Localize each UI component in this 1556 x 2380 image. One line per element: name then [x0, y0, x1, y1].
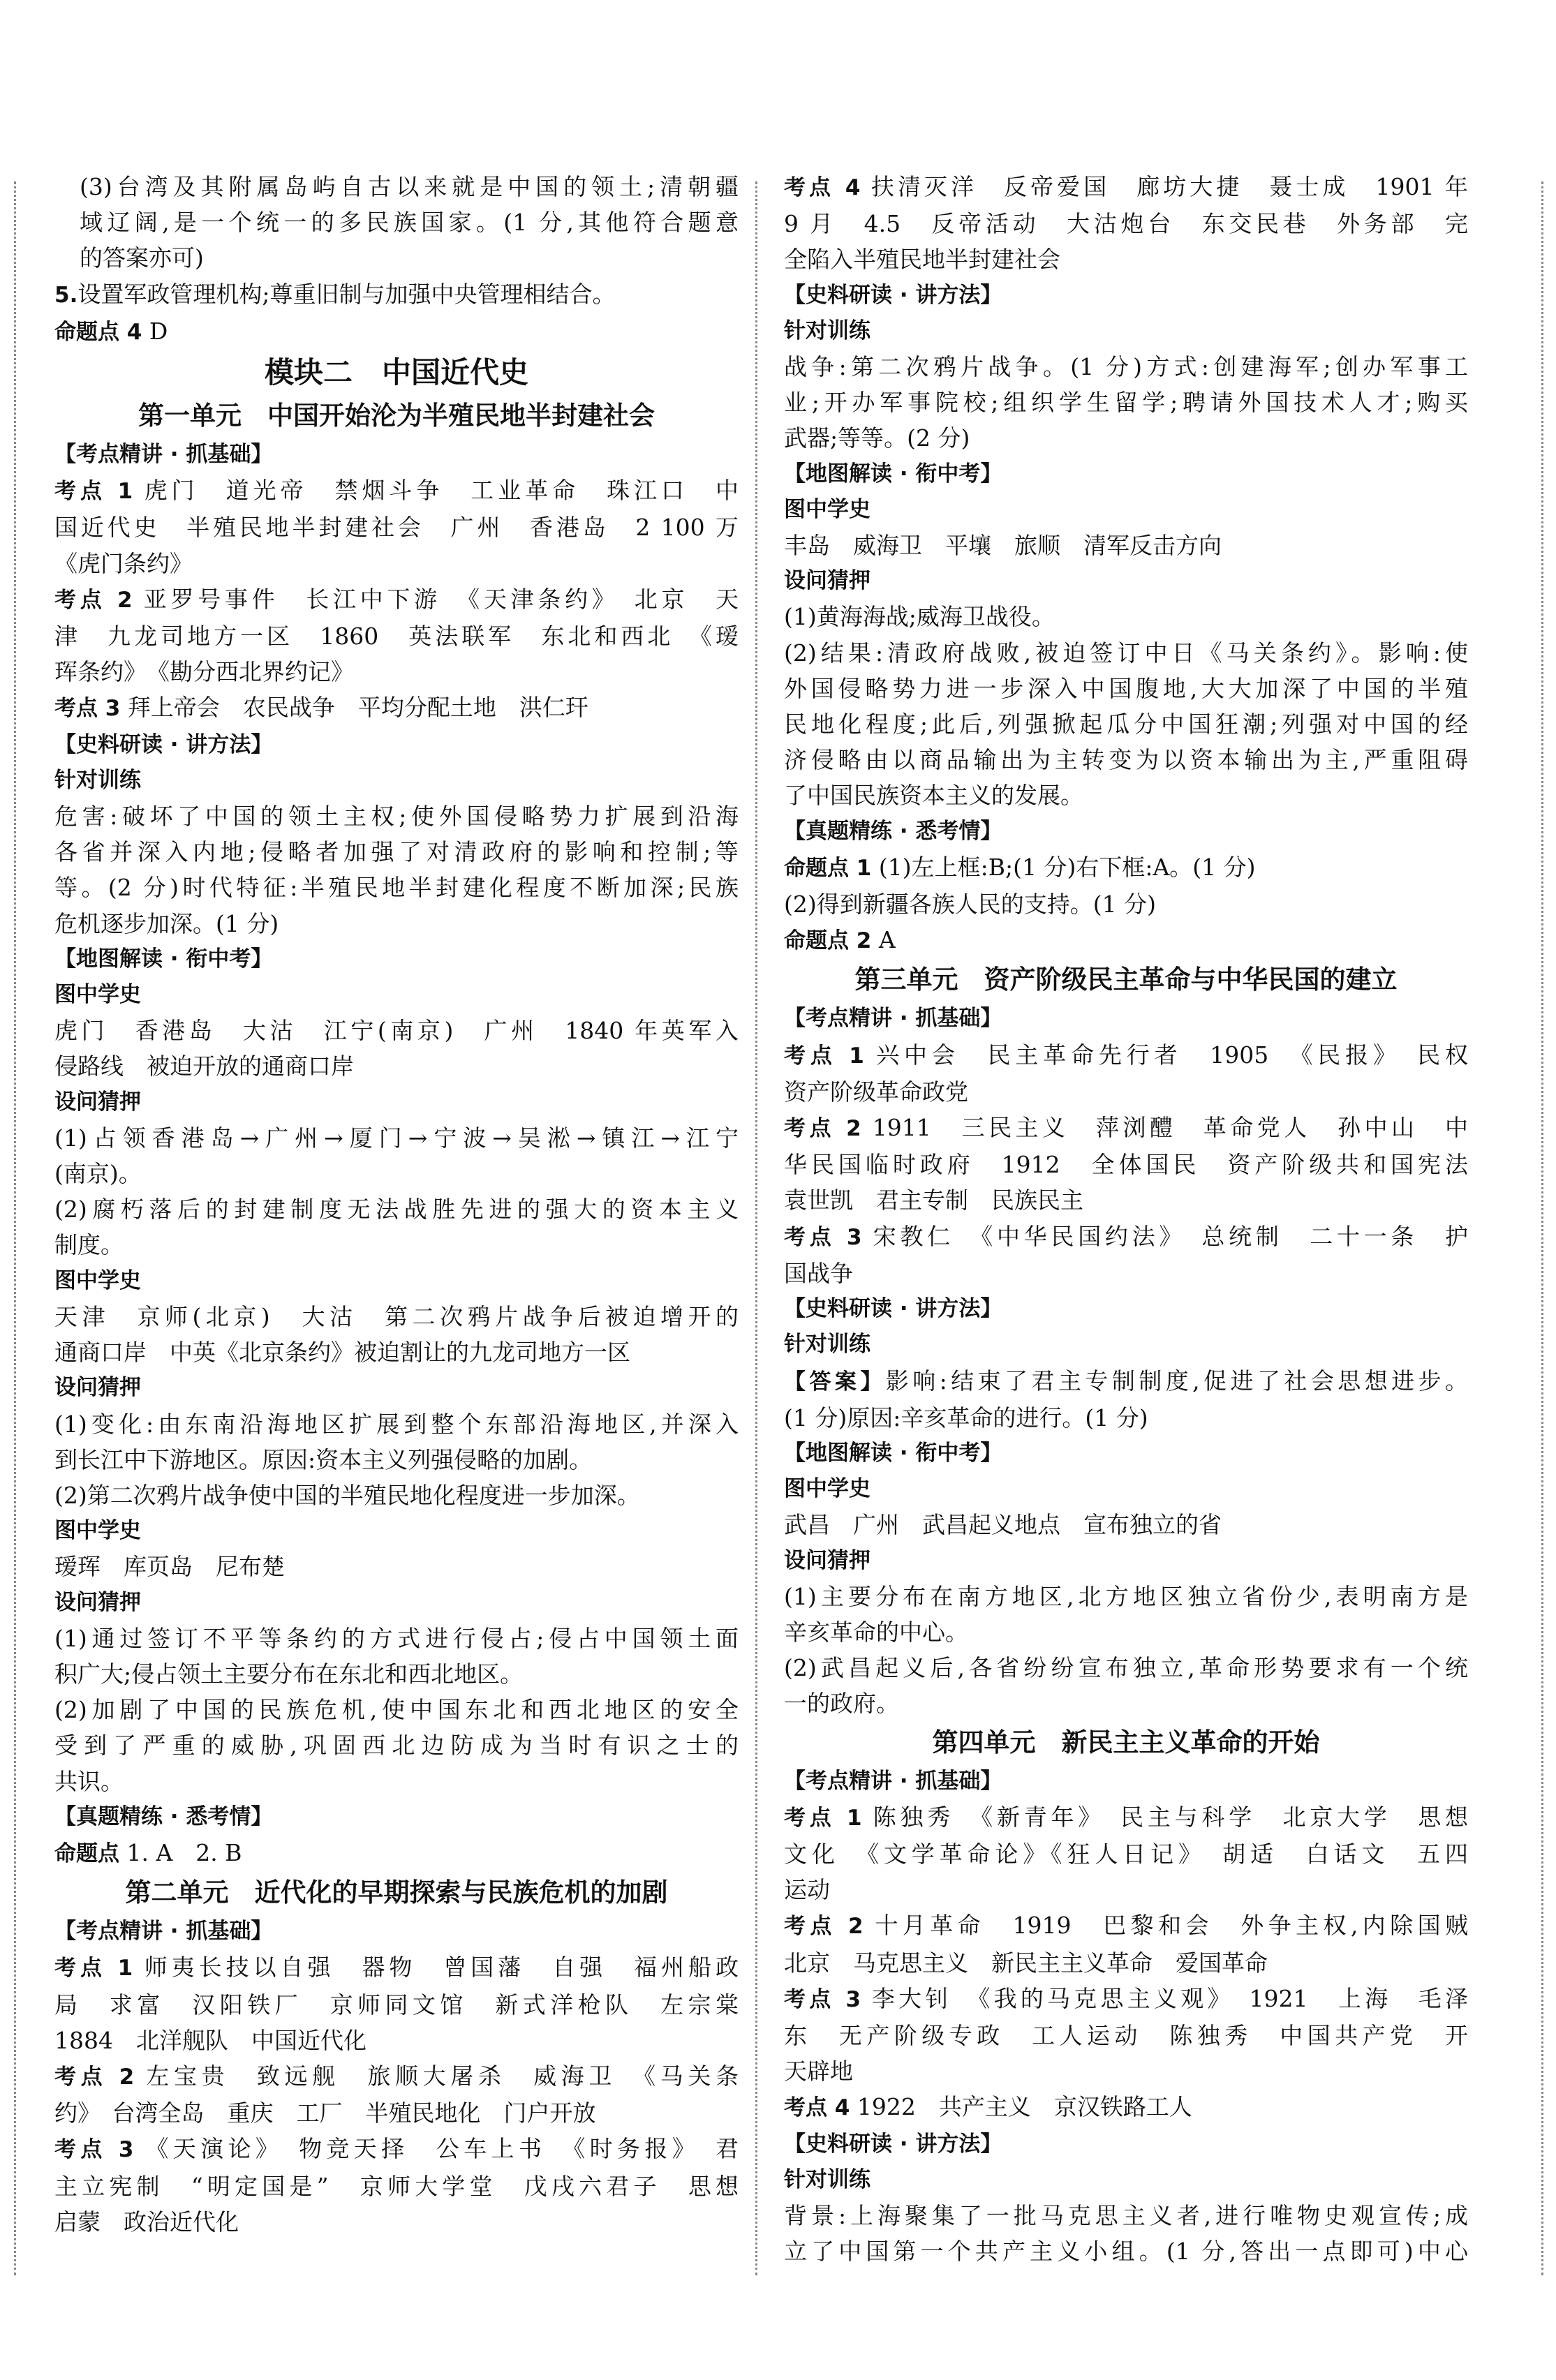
- text-line: 北京 马克思主义 新民主主义革命 爱国革命: [784, 1949, 1268, 1977]
- point-label: 命题点: [54, 1840, 119, 1866]
- point-label: 考点 4: [784, 175, 861, 200]
- text-line: 到长江中下游地区。原因:资本主义列强侵略的加剧。: [54, 1445, 593, 1473]
- text-line: 了中国民族资本主义的发展。: [784, 782, 1083, 810]
- answer-point-line: [784, 2089, 1468, 2126]
- text-line: 制度。: [54, 1231, 124, 1259]
- text-line: 《虎门条约》: [54, 549, 193, 577]
- text-line: 津 九龙司地方一区 1860 英法联军 东北和西北 《瑷: [54, 623, 739, 650]
- text-line: (2)结果:清政府战败,被迫签订中日《马关条约》。影响:使: [784, 639, 1468, 667]
- point-content: 《天演论》 物竞天择 公车上书 《时务报》 君: [133, 2135, 739, 2163]
- right-column: [784, 169, 1468, 2269]
- subsection-label: 设问猜押: [784, 568, 870, 594]
- point-label: 考点 3: [54, 2137, 134, 2163]
- point-label: 考点 1: [54, 1956, 133, 1981]
- text-line: 9 月 4.5 反帝活动 大沽炮台 东交民巷 外务部 完: [784, 210, 1468, 238]
- text-line: 业;开办军事院校;组织学生留学;聘请外国技术人才;购买: [784, 389, 1468, 417]
- text-line: 等。(2 分)时代特征:半殖民地半封建化程度不断加深;民族: [54, 874, 739, 902]
- answer-point-line: [784, 1799, 1468, 1836]
- point-content: 设置军政管理机构;尊重旧制与加强中央管理相结合。: [77, 280, 616, 308]
- text-line: 丰岛 威海卫 平壤 旅顺 清军反击方向: [784, 532, 1222, 560]
- text-line: 主立宪制 “明定国是” 京师大学堂 戊戌六君子 思想: [54, 2172, 739, 2200]
- answer-line: 域辽阔,是一个统一的多民族国家。(1 分,其他符合题意: [80, 209, 739, 237]
- answer-point-line: [54, 473, 739, 510]
- text-line: 通商口岸 中英《北京条约》被迫割让的九龙司地方一区: [54, 1339, 630, 1367]
- answer-point-line: [784, 169, 1468, 206]
- subsection-label: 设问猜押: [54, 1589, 141, 1615]
- text-line: 约》 台湾全岛 重庆 工厂 半殖民地化 门户开放: [54, 2099, 596, 2127]
- point-label: 考点 2: [54, 587, 133, 613]
- text-line: 武器;等等。(2 分): [784, 424, 970, 452]
- answer-point-line: [784, 1219, 1468, 1256]
- text-line: (2)第二次鸦片战争使中国的半殖民地化程度进一步加深。: [54, 1481, 640, 1509]
- text-line: 侵路线 被迫开放的通商口岸: [54, 1053, 354, 1080]
- text-line: 启蒙 政治近代化: [54, 2208, 239, 2236]
- point-label: 考点 2: [784, 1116, 861, 1142]
- answer-point-line: [54, 1835, 739, 1872]
- section-header: 【地图解读 · 衔中考】: [784, 1440, 1002, 1466]
- text-line: (2)得到新疆各族人民的支持。(1 分): [784, 891, 1156, 918]
- point-content: 师夷长技以自强 器物 曾国藩 自强 福州船政: [133, 1954, 739, 1981]
- text-line: 一的政府。: [784, 1690, 899, 1718]
- point-content: 陈独秀 《新青年》 民主与科学 北京大学 思想: [861, 1803, 1468, 1831]
- text-line: (2)武昌起义后,各省纷纷宣布独立,革命形势要求有一个统: [784, 1654, 1468, 1682]
- point-label: 考点 2: [784, 1914, 864, 1940]
- text-line: 外国侵略势力进一步深入中国腹地,大大加深了中国的半殖: [784, 674, 1468, 702]
- text-line: (2)腐朽落后的封建制度无法战胜先进的强大的资本主义: [54, 1196, 739, 1224]
- text-line: 国近代史 半殖民地半封建社会 广州 香港岛 2 100 万: [54, 514, 739, 542]
- text-line: (南京)。: [54, 1160, 142, 1188]
- unit-title: 第二单元 近代化的早期探索与民族危机的加剧: [125, 1877, 668, 1908]
- text-line: 华民国临时政府 1912 全体国民 资产阶级共和国宪法: [784, 1151, 1468, 1179]
- point-label: 命题点 2: [784, 928, 872, 954]
- unit-title: 第一单元 中国开始沦为半殖民地半封建社会: [138, 401, 655, 431]
- text-line: 珲条约》 《勘分西北界约记》: [54, 658, 354, 686]
- answer-point-line: [54, 1949, 739, 1986]
- answer-point-line: [54, 2131, 739, 2168]
- text-line: (1)变化:由东南沿海地区扩展到整个东部沿海地区,并深入: [54, 1410, 739, 1438]
- subsection-label: 图中学史: [54, 982, 141, 1008]
- text-line: 瑷珲 库页岛 尼布楚: [54, 1553, 285, 1581]
- text-line: 战争:第二次鸦片战争。(1 分)方式:创建海军;创办军事工: [784, 353, 1468, 381]
- point-content: 1911 三民主义 萍浏醴 革命党人 孙中山 中: [861, 1114, 1468, 1142]
- point-label: 考点 1: [54, 479, 133, 505]
- point-content: 1922 共产主义 京汉铁路工人: [850, 2093, 1192, 2121]
- point-label: 考点 3: [784, 1224, 862, 1250]
- text-line: 天津 京师(北京) 大沽 第二次鸦片战争后被迫增开的: [54, 1302, 739, 1330]
- text-line: 民地化程度;此后,列强掀起瓜分中国狂潮;列强对中国的经: [784, 711, 1468, 738]
- point-content: 左宝贵 致远舰 旅顺大屠杀 威海卫 《马关条: [134, 2062, 739, 2090]
- point-content: 1. A 2. B: [119, 1838, 242, 1866]
- answer-line: 的答案亦可): [80, 244, 204, 272]
- section-header: 【史料研读 · 讲方法】: [784, 1296, 1002, 1322]
- answer-point-line: [54, 2058, 739, 2095]
- module-title: 模块二 中国近代史: [264, 355, 528, 390]
- point-content: 扶清灭洋 反帝爱国 廊坊大捷 聂士成 1901 年: [860, 173, 1468, 200]
- point-content: 李大钊 《我的马克思主义观》 1921 上海 毛泽: [861, 1984, 1468, 2012]
- text-line: 局 求富 汉阳铁厂 京师同文馆 新式洋枪队 左宗棠: [54, 1991, 739, 2018]
- point-label: 考点 1: [784, 1805, 862, 1831]
- text-line: 袁世凯 君主专制 民族民主: [784, 1187, 1083, 1214]
- answer-point-line: [54, 313, 739, 350]
- unit-title: 第三单元 资产阶级民主革命与中华民国的建立: [854, 965, 1398, 995]
- subsection-label: 设问猜押: [784, 1547, 870, 1573]
- text-line: 背景:上海聚集了一批马克思主义者,进行唯物史观宣传;成: [784, 2201, 1468, 2229]
- point-content: 宋教仁 《中华民国约法》 总统制 二十一条 护: [861, 1222, 1468, 1250]
- text-line: 1884 北洋舰队 中国近代化: [54, 2026, 366, 2054]
- subsection-label: 设问猜押: [54, 1089, 141, 1115]
- point-label: 命题点 1: [784, 855, 872, 881]
- section-header: 【史料研读 · 讲方法】: [784, 282, 1002, 308]
- text-line: 立了中国第一个共产主义小组。(1 分,答出一点即可)中心: [784, 2238, 1468, 2266]
- text-line: 辛亥革命的中心。: [784, 1618, 968, 1646]
- text-line: (2)加剧了中国的民族危机,使中国东北和西北地区的安全: [54, 1696, 739, 1724]
- right-margin-dots: [1541, 181, 1543, 2275]
- section-header: 【考点精讲 · 抓基础】: [784, 1768, 1002, 1794]
- text-line: 全陷入半殖民地半封建社会: [784, 246, 1060, 274]
- point-content: A: [871, 926, 896, 954]
- section-header: 【考点精讲 · 抓基础】: [54, 442, 273, 468]
- answer-point-line: [784, 922, 1468, 959]
- point-label: 考点 2: [54, 2064, 135, 2090]
- section-header: 【考点精讲 · 抓基础】: [784, 1006, 1002, 1032]
- section-header: 【地图解读 · 衔中考】: [54, 946, 273, 972]
- section-header: 【真题精练 · 悉考情】: [54, 1803, 273, 1829]
- answer-point-line: [54, 276, 739, 313]
- section-header: 【史料研读 · 讲方法】: [784, 2131, 1002, 2157]
- point-content: D: [142, 317, 168, 345]
- subsection-label: 图中学史: [54, 1518, 141, 1544]
- subsection-label: 针对训练: [784, 318, 870, 343]
- point-label: 考点 4: [784, 2095, 850, 2121]
- subsection-label: 图中学史: [784, 496, 870, 522]
- point-content: (1)左上框:B;(1 分)右下框:A。(1 分): [871, 853, 1256, 881]
- point-content: 拜上帝会 农民战争 平均分配土地 洪仁玕: [120, 694, 588, 722]
- text-line: 天辟地: [784, 2058, 853, 2085]
- text-line: (1)主要分布在南方地区,北方地区独立省份少,表明南方是: [784, 1582, 1468, 1610]
- subsection-label: 针对训练: [784, 2166, 870, 2192]
- text-line: (1)占领香港岛→广州→厦门→宁波→吴淞→镇江→江宁: [54, 1124, 739, 1152]
- text-line: 东 无产阶级专政 工人运动 陈独秀 中国共产党 开: [784, 2021, 1468, 2049]
- text-line: 各省并深入内地;侵略者加强了对清政府的影响和控制;等: [54, 838, 739, 866]
- text-line: 资产阶级革命政党: [784, 1078, 968, 1106]
- point-content: 影响:结束了君主专制制度,促进了社会思想进步。: [885, 1367, 1468, 1394]
- point-label: 5.: [54, 282, 78, 308]
- text-line: 国战争: [784, 1259, 853, 1287]
- answer-point-line: [784, 1363, 1468, 1400]
- subsection-label: 图中学史: [54, 1267, 141, 1293]
- section-header: 【地图解读 · 衔中考】: [784, 461, 1002, 486]
- text-line: 虎门 香港岛 大沽 江宁(南京) 广州 1840 年英军入: [54, 1017, 739, 1045]
- point-content: 兴中会 民主革命先行者 1905 《民报》 民权: [864, 1041, 1468, 1069]
- answer-point-line: [784, 1907, 1468, 1944]
- text-line: 受到了严重的威胁,巩固西北边防成为当时有识之士的: [54, 1732, 739, 1760]
- text-line: 积广大;侵占领土主要分布在东北和西北地区。: [54, 1660, 524, 1688]
- answer-point-line: [784, 1037, 1468, 1074]
- text-line: 共识。: [54, 1767, 124, 1795]
- text-line: (1)黄海海战;威海卫战役。: [784, 603, 1055, 631]
- text-line: (1)通过签订不平等条约的方式进行侵占;侵占中国领土面: [54, 1624, 739, 1652]
- text-line: 危害:破坏了中国的领土主权;使外国侵略势力扩展到沿海: [54, 803, 739, 831]
- point-label: 考点 3: [54, 696, 121, 722]
- section-header: 【考点精讲 · 抓基础】: [54, 1919, 273, 1944]
- section-header: 【真题精练 · 悉考情】: [784, 818, 1002, 844]
- answer-point-line: [784, 1981, 1468, 2018]
- answer-point-line: [54, 581, 739, 618]
- subsection-label: 针对训练: [54, 767, 141, 793]
- answer-point-line: [784, 849, 1468, 886]
- text-line: 运动: [784, 1876, 830, 1904]
- answer-point-line: [784, 1110, 1468, 1147]
- center-divider-dots: [755, 181, 757, 2275]
- answer-line: (3)台湾及其附属岛屿自古以来就是中国的领土;清朝疆: [80, 173, 739, 200]
- left-column: [54, 169, 739, 2240]
- unit-title: 第四单元 新民主主义革命的开始: [932, 1727, 1320, 1757]
- subsection-label: 图中学史: [784, 1476, 870, 1502]
- text-line: (1 分)原因:辛亥革命的进行。(1 分): [784, 1404, 1148, 1431]
- text-line: 武昌 广州 武昌起义地点 宣布独立的省: [784, 1511, 1222, 1539]
- subsection-label: 设问猜押: [54, 1375, 141, 1401]
- point-label: 考点 3: [784, 1986, 861, 2012]
- point-label: 考点 1: [784, 1043, 864, 1069]
- text-line: 危机逐步加深。(1 分): [54, 909, 279, 937]
- text-line: 文化 《文学革命论》《狂人日记》 胡适 白话文 五四: [784, 1840, 1468, 1868]
- point-label: 命题点 4: [54, 319, 142, 345]
- subsection-label: 针对训练: [784, 1332, 870, 1358]
- answer-point-line: [54, 690, 739, 727]
- point-label: 【答案】: [784, 1369, 886, 1394]
- left-margin-dots: [14, 181, 16, 2275]
- point-content: 十月革命 1919 巴黎和会 外争主权,内除国贼: [863, 1912, 1468, 1940]
- section-header: 【史料研读 · 讲方法】: [54, 731, 273, 757]
- point-content: 亚罗号事件 长江中下游 《天津条约》 北京 天: [132, 585, 739, 613]
- point-content: 虎门 道光帝 禁烟斗争 工业革命 珠江口 中: [133, 477, 739, 505]
- text-line: 济侵略由以商品输出为主转变为以资本输出为主,严重阻碍: [784, 746, 1468, 774]
